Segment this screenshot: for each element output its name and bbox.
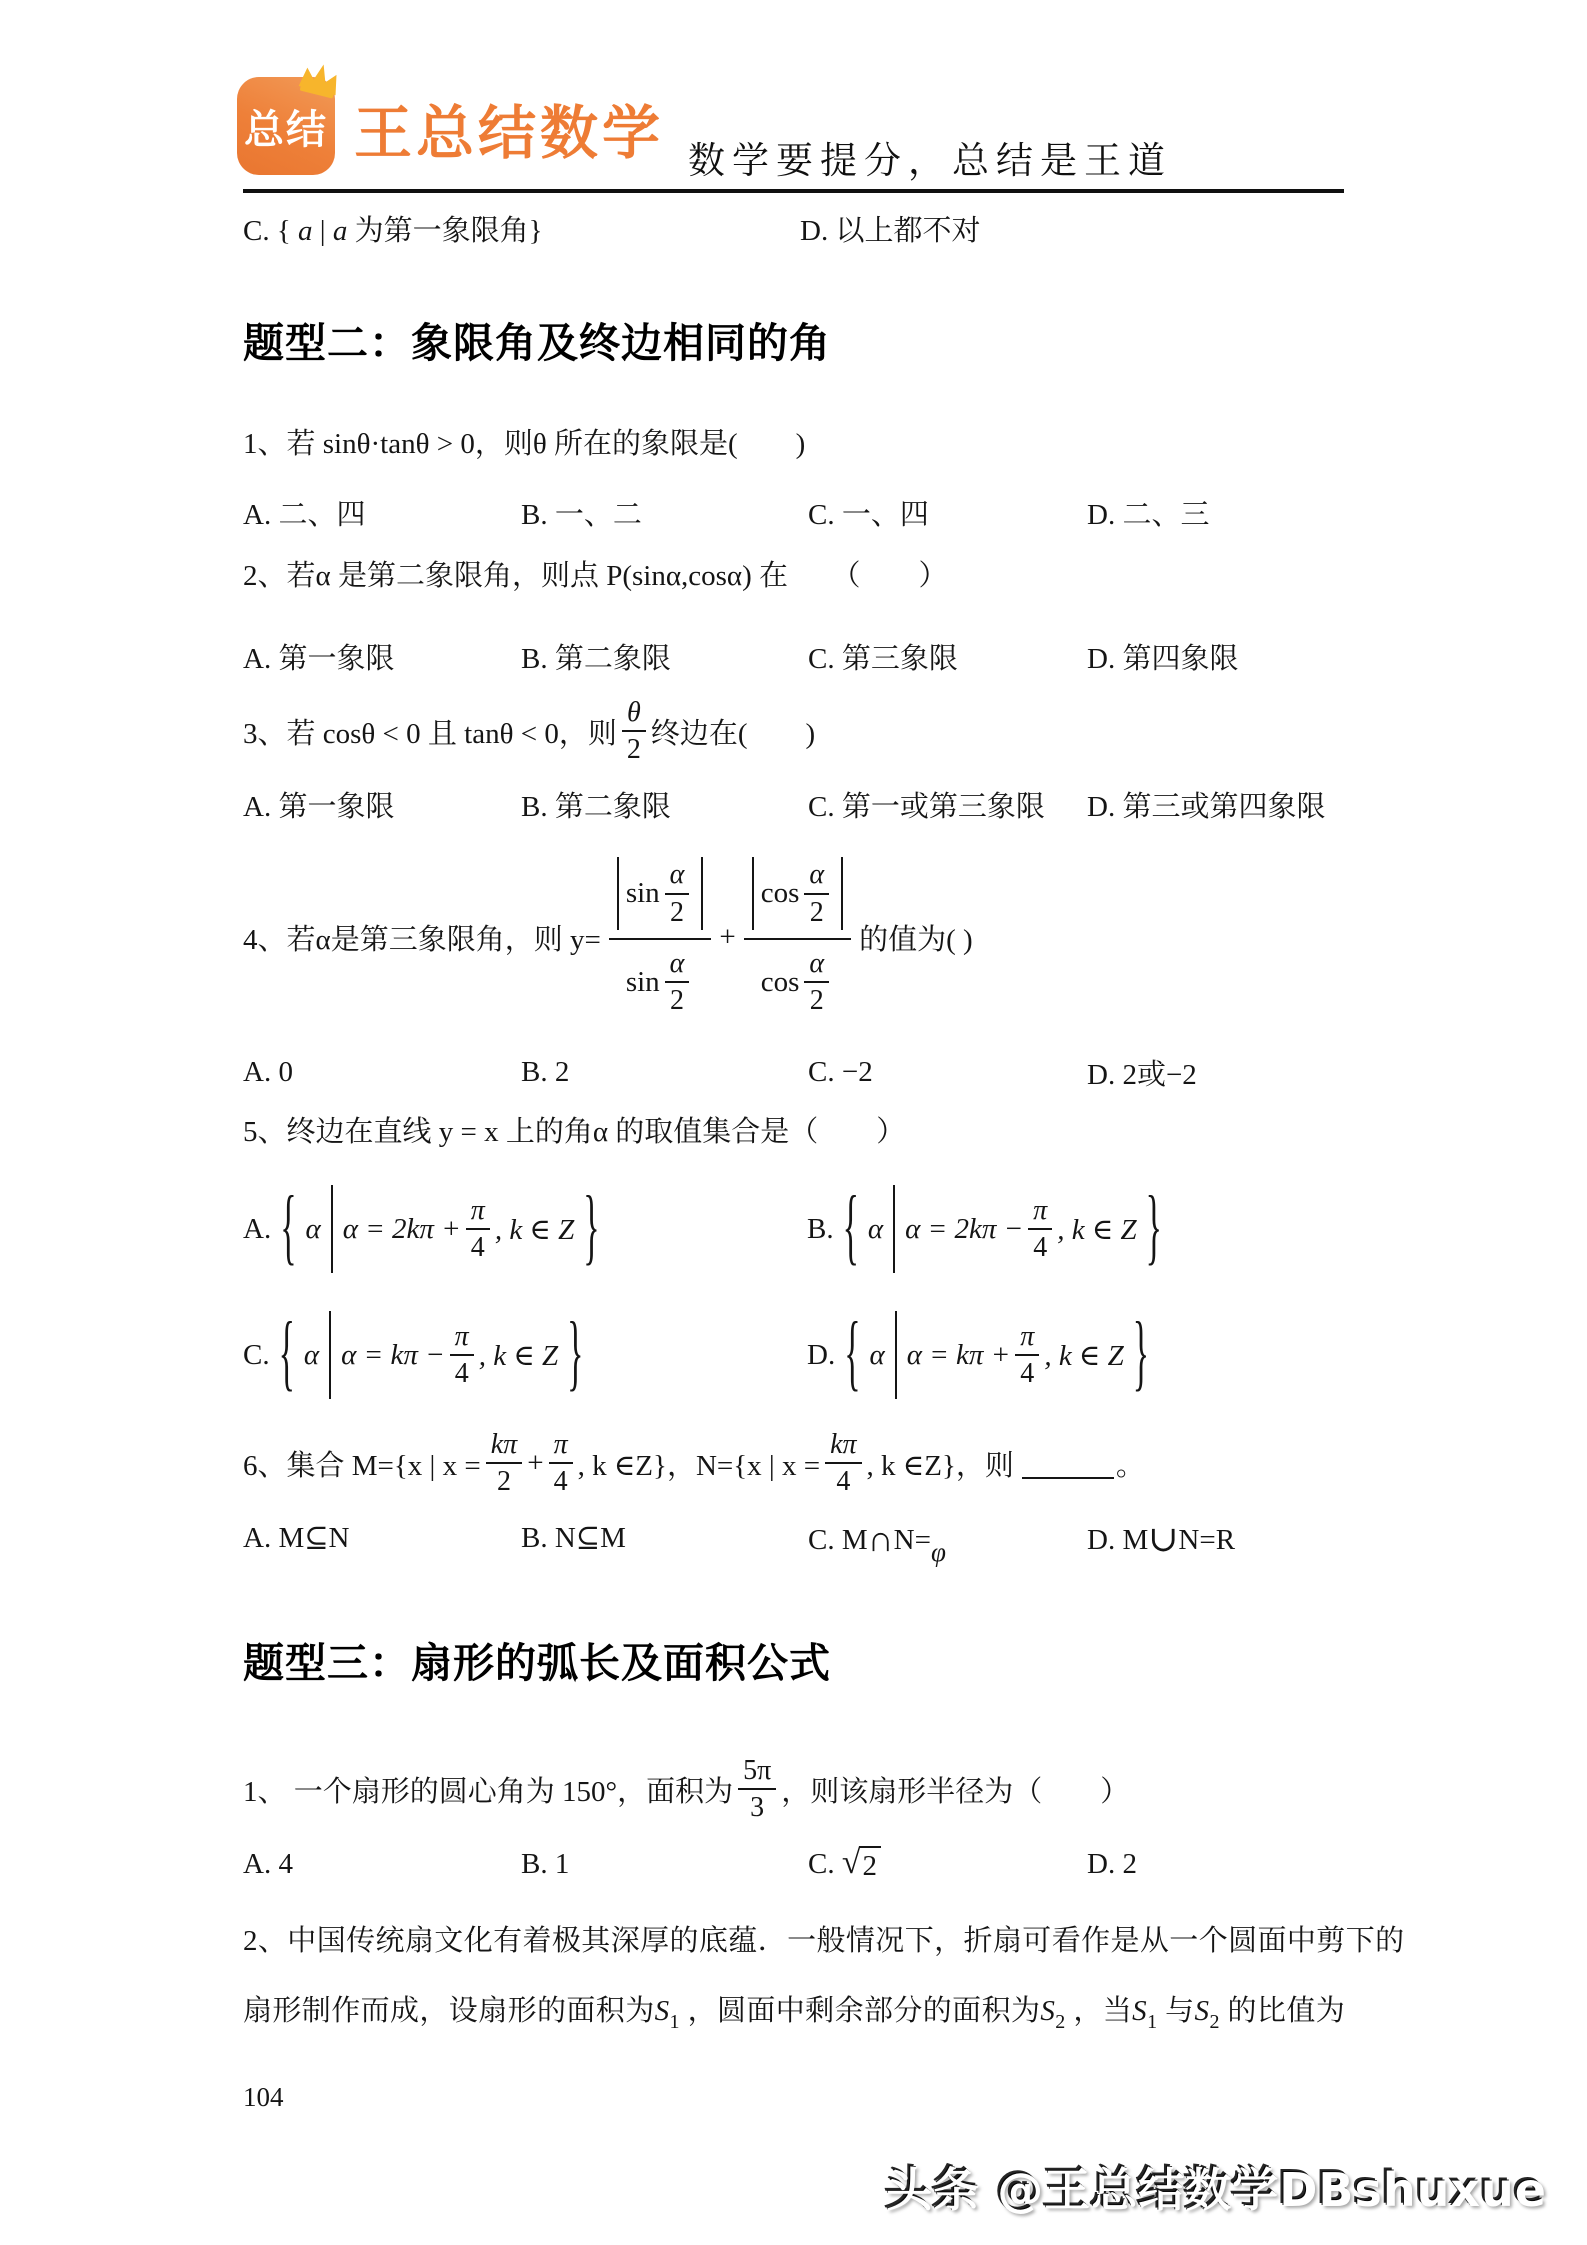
options-t2q6 (243, 1516, 1430, 1567)
answer-blank (1022, 1447, 1114, 1479)
option-b: B. 一、二 (521, 499, 642, 531)
question-t2q1: 1、若 sinθ·tanθ > 0，则θ 所在的象限是( ) (243, 428, 806, 460)
option-b: B. 2 (521, 1056, 570, 1088)
option-c: C. 第一或第三象限 (808, 791, 1045, 823)
options-t2q1 (243, 492, 1430, 533)
brand-slogan: 数学要提分，总结是王道 (688, 141, 1172, 182)
section-title-2: 题型二：象限角及终边相同的角 (243, 320, 831, 366)
crown-icon (293, 56, 346, 102)
logo-badge-text: 总结 (244, 107, 328, 152)
option-a: A. 0 (243, 1056, 293, 1088)
options-t2q2 (243, 636, 1430, 677)
option-a: A. 4 (243, 1848, 293, 1880)
question-t2q2: 2、若α 是第二象限角，则点 P(sinα,cosα) 在 （ ） (243, 560, 948, 592)
option-d: D. 第三或第四象限 (1087, 791, 1326, 823)
fraction-abs-cos: cos α 2 cos α 2 (744, 855, 851, 1018)
question-t2q3: 3、若 cosθ < 0 且 tanθ < 0，则 θ 2 终边在( ) (243, 696, 816, 765)
sqrt-2: √ 2 (842, 1846, 881, 1883)
question-t2q4: 4、若α是第三象限角，则 y= sin α 2 sin α 2 + cos α 2 cos α 2 的值为( ) (243, 848, 1430, 1026)
option-d: D. 二、三 (1087, 499, 1210, 531)
brand-logo-badge (237, 77, 335, 175)
page-number: 104 (243, 2082, 284, 2112)
option-d: D. 第四象限 (1087, 643, 1239, 675)
option-c: C. M∩N=φ (808, 1519, 946, 1567)
options-t2q5-ab (243, 1168, 1430, 1290)
brand-name: 王总结数学 (354, 101, 665, 166)
options-t2q5-cd (243, 1294, 1430, 1416)
option-c: C. { α α = kπ − $\frac{\pi}{4}$ , k ∈ Z } (243, 1307, 584, 1400)
option-a: A. 第一象限 (243, 791, 395, 823)
question-t2q6: 6、集合 M={x | x = $\frac{k\pi}{2}$ + $\frac{\pi}{4}$ , k ∈Z}，N={x | x = $\frac{k\pi}{4}$ , k ∈Z}，则 。 (243, 1428, 1145, 1497)
question-t2q5: 5、终边在直线 y = x 上的角α 的取值集合是（ ） (243, 1116, 906, 1148)
section-title-3: 题型三：扇形的弧长及面积公式 (243, 1640, 831, 1686)
question-t3q2-line2: 扇形制作而成，设扇形的面积为$S_1$ ，圆面中剩余部分的面积为$S_2$ ，当$S_1$ 与$S_2$ 的比值为 (243, 1995, 1346, 2033)
header-divider (243, 189, 1344, 193)
options-t3q1 (243, 1846, 1430, 1883)
option-a: A. 二、四 (243, 499, 366, 531)
option-d: D. 2或−2 (1087, 1059, 1197, 1091)
fraction-theta-over-2: θ 2 (622, 697, 646, 766)
options-t2q3 (243, 784, 1430, 825)
options-t2q4 (243, 1052, 1430, 1093)
option-a: A. 第一象限 (243, 643, 395, 675)
option-d: D. 以上都不对 (800, 215, 981, 247)
option-c: C. 一、四 (808, 499, 929, 531)
option-b: B. N⊆M (521, 1521, 626, 1554)
option-d: D. 2 (1087, 1848, 1137, 1880)
option-b: B. 第二象限 (521, 643, 671, 675)
fraction-5pi-over-3: 5π 3 (738, 1755, 776, 1824)
option-c: C. { a | a 为第一象限角} (243, 215, 543, 247)
option-b: B. 第二象限 (521, 791, 671, 823)
option-d: D. { α α = kπ + $\frac{\pi}{4}$ , k ∈ Z } (807, 1307, 1150, 1400)
option-b: B. 1 (521, 1848, 570, 1880)
option-c: C. −2 (808, 1056, 873, 1088)
watermark: 头条 @王总结数学DBshuxue (886, 2163, 1547, 2217)
carryover-option-row (243, 208, 1430, 249)
option-a: A. { α α = 2kπ + $\frac{\pi}{4}$ , k ∈ Z } (243, 1181, 600, 1274)
option-c: C. √ 2 (808, 1846, 1087, 1883)
option-c: C. 第三象限 (808, 643, 958, 675)
question-t3q1: 1、 一个扇形的圆心角为 150°，面积为 5π 3 ，则该扇形半径为（ ） (243, 1754, 1130, 1823)
fraction-abs-sin: sin α 2 sin α 2 (609, 855, 712, 1018)
option-b: B. { α α = 2kπ − $\frac{\pi}{4}$ , k ∈ Z } (807, 1181, 1162, 1274)
option-d: D. M∪N=R (1087, 1519, 1236, 1559)
question-t3q2-line1: 2、中国传统扇文化有着极其深厚的底蕴．一般情况下，折扇可看作是从一个圆面中剪下的 (243, 1925, 1405, 1957)
option-a: A. M⊆N (243, 1521, 350, 1554)
